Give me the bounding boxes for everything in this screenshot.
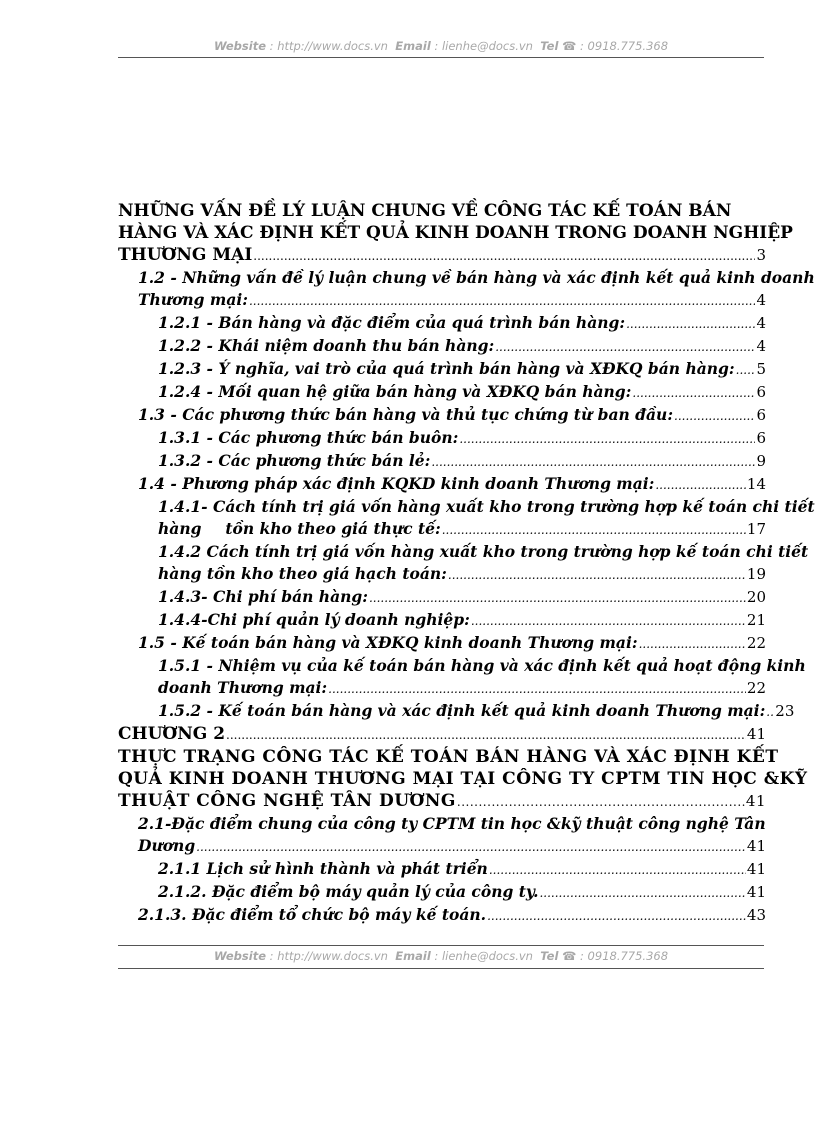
toc-text: THUẬT CÔNG NGHỆ TÂN DƯƠNG [118, 791, 456, 811]
toc-text: THƯƠNG MẠI [118, 245, 253, 265]
toc-text: NHỮNG VẤN ĐỀ LÝ LUẬN CHUNG VỀ CÔNG TÁC KẾ TOÁN BÁN [118, 201, 732, 221]
toc-entry-1-4-1[interactable] [118, 496, 815, 541]
page-number: 4 [756, 337, 766, 355]
leader-dots [226, 724, 746, 746]
leader-dots [495, 336, 755, 358]
toc-text: 1.5 - Kế toán bán hàng và XĐKQ kinh doanh Thương mại: [138, 633, 638, 652]
toc-entry-1-2-4[interactable] [118, 381, 766, 404]
toc-text: 1.4.1- Cách tính trị giá vốn hàng xuất kho trong trường hợp kế toán chi tiết [158, 497, 815, 516]
email-label: Email [395, 949, 431, 963]
leader-dots [253, 245, 755, 267]
page-number: 22 [746, 634, 766, 652]
toc-text: 2.1.3. Đặc điểm tổ chức bộ máy kế toán. [138, 905, 487, 924]
toc-text: Dương [138, 836, 196, 855]
page-footer [118, 949, 764, 963]
toc-entry-1-3[interactable] [118, 404, 766, 427]
leader-dots [487, 905, 746, 927]
leader-dots [431, 451, 755, 473]
toc-text: 2.1-Đặc điểm chung của công ty CPTM tin học &kỹ thuật công nghệ Tân [138, 814, 766, 833]
page-number: 22 [746, 679, 766, 697]
toc-text: 1.3 - Các phương thức bán hàng và thủ tục chứng từ ban đầu: [138, 405, 674, 424]
page-number: 41 [746, 860, 766, 878]
toc-entry-1-2-3[interactable] [118, 358, 766, 381]
toc-text: 1.2.3 - Ý nghĩa, vai trò của quá trình bán hàng và XĐKQ bán hàng: [158, 359, 735, 378]
toc-text: CHƯƠNG 2 [118, 724, 226, 744]
leader-dots [369, 587, 746, 609]
toc-entry-chapter-1[interactable] [118, 200, 793, 267]
toc-text: 1.4.2 Cách tính trị giá vốn hàng xuất kho trong trường hợp kế toán chi tiết [158, 542, 809, 561]
toc-entry-chapter-2[interactable] [118, 723, 766, 746]
toc-text: QUẢ KINH DOANH THƯƠNG MẠI TẠI CÔNG TY CPTM TIN HỌC &KỸ [118, 769, 808, 789]
leader-dots [655, 474, 746, 496]
toc-text: 1.5.2 - Kế toán bán hàng và xác định kết quả kinh doanh Thương mại: [158, 701, 766, 720]
page-number: 41 [745, 792, 766, 810]
leader-dots [639, 633, 746, 655]
website-value[interactable]: : http://www.docs.vn [266, 949, 388, 963]
table-of-contents [118, 200, 815, 927]
toc-entry-1-4-3[interactable] [118, 586, 766, 609]
toc-text: 1.4 - Phương pháp xác định KQKD kinh doanh Thương mại: [138, 474, 655, 493]
toc-text: 1.3.2 - Các phương thức bán lẻ: [158, 451, 431, 470]
page-number: 6 [756, 429, 766, 447]
toc-entry-1-5-1[interactable] [118, 655, 806, 700]
toc-text: 2.1.2. Đặc điểm bộ máy quản lý của công ty. [158, 882, 539, 901]
toc-entry-1-4-4[interactable] [118, 609, 766, 632]
toc-text: HÀNG VÀ XÁC ĐỊNH KẾT QUẢ KINH DOANH TRONG DOANH NGHIỆP [118, 223, 793, 243]
website-label: Website [213, 39, 267, 53]
phone-icon: ☎ [562, 949, 577, 963]
leader-dots [632, 382, 755, 404]
leader-dots [328, 678, 746, 700]
leader-dots [196, 836, 746, 858]
toc-text: THỰC TRẠNG CÔNG TÁC KẾ TOÁN BÁN HÀNG VÀ XÁC ĐỊNH KẾT [118, 747, 779, 767]
toc-text: 1.2 - Những vấn đề lý luận chung về bán hàng và xác định kết quả kinh doanh [138, 268, 815, 287]
page-number: 41 [746, 883, 766, 901]
toc-entry-1-5-2[interactable] [118, 700, 795, 723]
page-number: 6 [756, 406, 766, 424]
toc-text: doanh Thương mại: [158, 678, 328, 697]
toc-entry-1-2[interactable] [118, 267, 815, 312]
toc-text: 1.4.4-Chi phí quản lý doanh nghiệp: [158, 610, 470, 629]
page-number: 9 [756, 452, 766, 470]
toc-text: 1.2.2 - Khái niệm doanh thu bán hàng: [158, 336, 495, 355]
leader-dots [766, 701, 774, 723]
footer-bottom-rule [118, 968, 764, 969]
toc-entry-2-1-2[interactable] [118, 881, 766, 904]
page-number: 3 [756, 246, 766, 264]
page-number: 21 [746, 611, 766, 629]
toc-text: 1.5.1 - Nhiệm vụ của kế toán bán hàng và xác định kết quả hoạt động kinh [158, 656, 806, 675]
page-number: 6 [756, 383, 766, 401]
website-value[interactable]: : http://www.docs.vn [266, 39, 388, 53]
toc-text: 1.2.4 - Mối quan hệ giữa bán hàng và XĐKQ bán hàng: [158, 382, 632, 401]
toc-entry-2-1-3[interactable] [118, 904, 766, 927]
page-number: 17 [746, 520, 766, 538]
page-header [118, 39, 764, 53]
website-label: Website [213, 949, 267, 963]
toc-entry-1-4[interactable] [118, 473, 766, 496]
leader-dots [489, 859, 746, 881]
toc-entry-1-3-2[interactable] [118, 450, 766, 473]
page-number: 14 [746, 475, 766, 493]
page-number: 5 [756, 360, 766, 378]
header-rule [118, 57, 764, 58]
toc-text: 1.2.1 - Bán hàng và đặc điểm của quá trình bán hàng: [158, 313, 626, 332]
tel-value: : 0918.775.368 [576, 949, 669, 963]
toc-entry-1-2-1[interactable] [118, 312, 766, 335]
email-value[interactable]: : lienhe@docs.vn [430, 949, 533, 963]
page-number: 19 [746, 565, 766, 583]
footer-rule [118, 945, 764, 946]
toc-text: hàng [158, 519, 202, 538]
toc-text: hàng tồn kho theo giá hạch toán: [158, 564, 447, 583]
tel-label: Tel [540, 949, 559, 963]
leader-dots [459, 428, 755, 450]
page-number: 43 [746, 906, 766, 924]
page-number: 4 [756, 291, 766, 309]
leader-dots [674, 405, 755, 427]
toc-text: 2.1.1 Lịch sử hình thành và phát triển [158, 859, 488, 878]
page-number: 20 [746, 588, 766, 606]
toc-entry-1-4-2[interactable] [118, 541, 809, 586]
leader-dots [457, 791, 745, 813]
leader-dots [448, 564, 746, 586]
toc-text: 1.3.1 - Các phương thức bán buôn: [158, 428, 459, 447]
tel-value: : 0918.775.368 [576, 39, 669, 53]
toc-entry-1-5[interactable] [118, 632, 766, 655]
leader-dots [471, 610, 746, 632]
leader-dots [539, 882, 745, 904]
toc-entry-1-2-2[interactable] [118, 335, 766, 358]
toc-text: tồn kho theo giá thực tế: [225, 519, 441, 538]
leader-dots [442, 519, 746, 541]
toc-entry-2-1-1[interactable] [118, 858, 766, 881]
leader-dots [736, 359, 756, 381]
page-number: 41 [746, 725, 766, 743]
toc-text: 1.4.3- Chi phí bán hàng: [158, 587, 368, 606]
tel-label: Tel [540, 39, 559, 53]
toc-entry-2-1[interactable] [118, 813, 766, 858]
phone-icon: ☎ [562, 39, 577, 53]
toc-text: Thương mại: [138, 290, 248, 309]
email-value[interactable]: : lienhe@docs.vn [430, 39, 533, 53]
leader-dots [249, 290, 755, 312]
toc-entry-1-3-1[interactable] [118, 427, 766, 450]
email-label: Email [395, 39, 431, 53]
toc-entry-chapter-2-title[interactable] [118, 746, 808, 813]
page-number: 41 [746, 837, 766, 855]
page-number: 4 [756, 314, 766, 332]
leader-dots [626, 313, 755, 335]
page-number: 23 [775, 702, 795, 720]
